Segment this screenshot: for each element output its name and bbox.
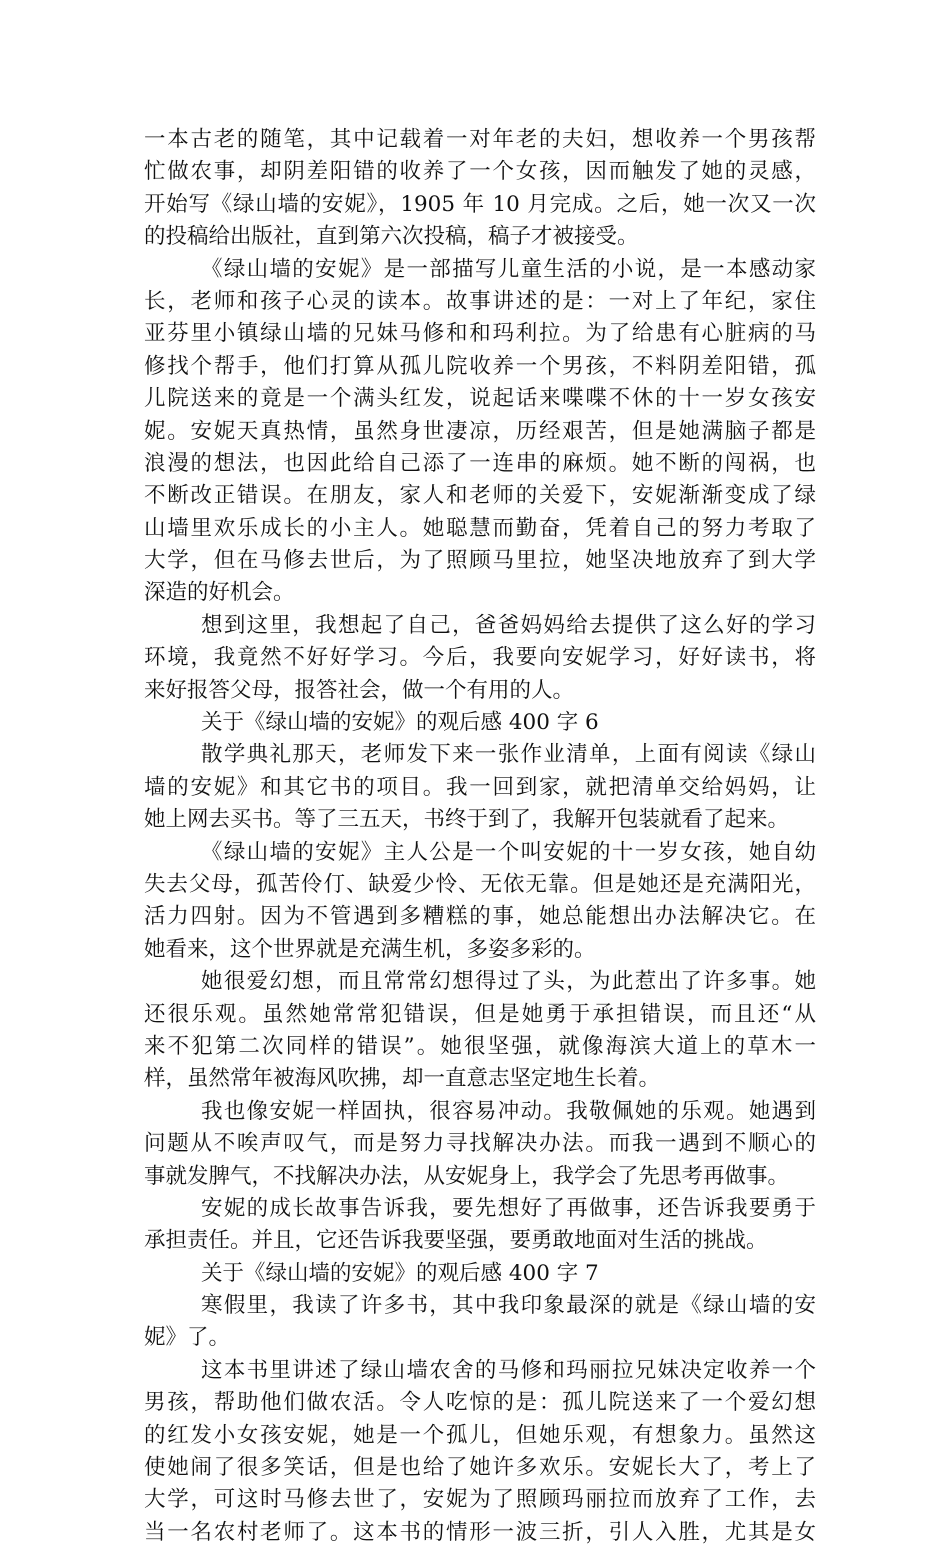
paragraph-first-line: 寒假里，我读了许多书，其中我印象最深的就是《绿山墙的安	[201, 1293, 816, 1319]
text-line: 亚芬里小镇绿山墙的兄妹马修和和玛利拉。为了给患有心脏病的马	[144, 321, 816, 347]
text-line: 使她闹了很多笑话，但是也给了她许多欢乐。安妮长大了，考上了	[144, 1455, 816, 1481]
text-line: 一本古老的随笔，其中记载着一对年老的夫妇，想收养一个男孩帮	[144, 127, 816, 152]
text-line: 还很乐观。虽然她常常犯错误，但是她勇于承担错误，而且还“从	[144, 1001, 816, 1027]
text-line: 妮。安妮天真热情，虽然身世凄凉，历经艰苦，但是她满脑子都是	[144, 418, 816, 444]
text-line: 大学，但在马修去世后，为了照顾马里拉，她坚决地放弃了到大学	[144, 548, 816, 574]
text-line: 事就发脾气，不找解决办法，从安妮身上，我学会了先思考再做事。	[144, 1163, 790, 1189]
text-line: 深造的好机会。	[144, 580, 295, 606]
text-line: 承担责任。并且，它还告诉我要坚强，要勇敢地面对生活的挑战。	[144, 1228, 768, 1254]
text-line: 样，虽然常年被海风吹拂，却一直意志坚定地生长着。	[144, 1066, 661, 1092]
text-line: 来不犯第二次同样的错误”。她很坚强，就像海滨大道上的草木一	[144, 1033, 816, 1059]
text-line: 浪漫的想法，也因此给自己添了一连串的麻烦。她不断的闯祸，也	[144, 450, 816, 476]
paragraph-first-line: 她很爱幻想，而且常常幻想得过了头，为此惹出了许多事。她	[201, 969, 816, 995]
text-line: 环境，我竟然不好好学习。今后，我要向安妮学习，好好读书，将	[144, 645, 816, 671]
paragraph-first-line: 想到这里，我想起了自己，爸爸妈妈给去提供了这么好的学习	[201, 612, 816, 638]
text-line: 的红发小女孩安妮，她是一个孤儿，但她乐观，有想象力。虽然这	[144, 1422, 816, 1448]
text-line: 忙做农事，却阴差阳错的收养了一个女孩，因而触发了她的灵感，	[144, 159, 816, 185]
text-line: 她看来，这个世界就是充满生机，多姿多彩的。	[144, 936, 596, 962]
text-line: 儿院送来的竟是一个满头红发，说起话来喋喋不休的十一岁女孩安	[144, 386, 816, 412]
paragraph-first-line: 安妮的成长故事告诉我，要先想好了再做事，还告诉我要勇于	[201, 1195, 816, 1221]
text-line: 不断改正错误。在朋友，家人和老师的关爱下，安妮渐渐变成了绿	[144, 483, 816, 509]
text-line: 男孩，帮助他们做农活。令人吃惊的是：孤儿院送来了一个爱幻想	[144, 1390, 816, 1416]
text-line: 的投稿给出版社，直到第六次投稿，稿子才被接受。	[144, 224, 639, 250]
text-line: 大学，可这时马修去世了，安妮为了照顾玛丽拉而放弃了工作，去	[144, 1487, 816, 1513]
text-line: 长，老师和孩子心灵的读本。故事讲述的是：一对上了年纪，家住	[144, 288, 816, 314]
text-line: 开始写《绿山墙的安妮》，1905 年 10 月完成。之后，她一次又一次	[144, 191, 816, 217]
text-line: 她上网去买书。等了三五天，书终于到了，我解开包装就看了起来。	[144, 807, 790, 833]
paragraph-first-line: 《绿山墙的安妮》主人公是一个叫安妮的十一岁女孩，她自幼	[201, 839, 816, 865]
text-line: 问题从不唉声叹气，而是努力寻找解决办法。而我一遇到不顺心的	[144, 1131, 816, 1157]
text-line: 失去父母，孤苦伶仃、缺爱少怜、无依无靠。但是她还是充满阳光，	[144, 871, 816, 897]
text-line: 妮》了。	[144, 1325, 231, 1351]
paragraph-first-line: 关于《绿山墙的安妮》的观后感 400 字 6	[201, 710, 599, 736]
text-line: 修找个帮手，他们打算从孤儿院收养一个男孩，不料阴差阳错，孤	[144, 353, 816, 379]
paragraph-first-line: 这本书里讲述了绿山墙农舍的马修和玛丽拉兄妹决定收养一个	[201, 1357, 816, 1383]
text-line: 当一名农村老师了。这本书的情形一波三折，引人入胜，尤其是女	[144, 1519, 816, 1545]
paragraph-first-line: 我也像安妮一样固执，很容易冲动。我敬佩她的乐观。她遇到	[201, 1098, 816, 1124]
text-line: 来好报答父母，报答社会，做一个有用的人。	[144, 677, 575, 703]
text-line: 墙的安妮》和其它书的项目。我一回到家，就把清单交给妈妈，让	[144, 774, 816, 800]
text-line: 山墙里欢乐成长的小主人。她聪慧而勤奋，凭着自己的努力考取了	[144, 515, 816, 541]
paragraph-first-line: 散学典礼那天，老师发下来一张作业清单，上面有阅读《绿山	[201, 742, 816, 768]
paragraph-first-line: 《绿山墙的安妮》是一部描写儿童生活的小说，是一本感动家	[201, 256, 816, 282]
document-body	[144, 124, 816, 1549]
paragraph-first-line: 关于《绿山墙的安妮》的观后感 400 字 7	[201, 1260, 599, 1286]
text-line: 活力四射。因为不管遇到多糟糕的事，她总能想出办法解决它。在	[144, 904, 816, 930]
